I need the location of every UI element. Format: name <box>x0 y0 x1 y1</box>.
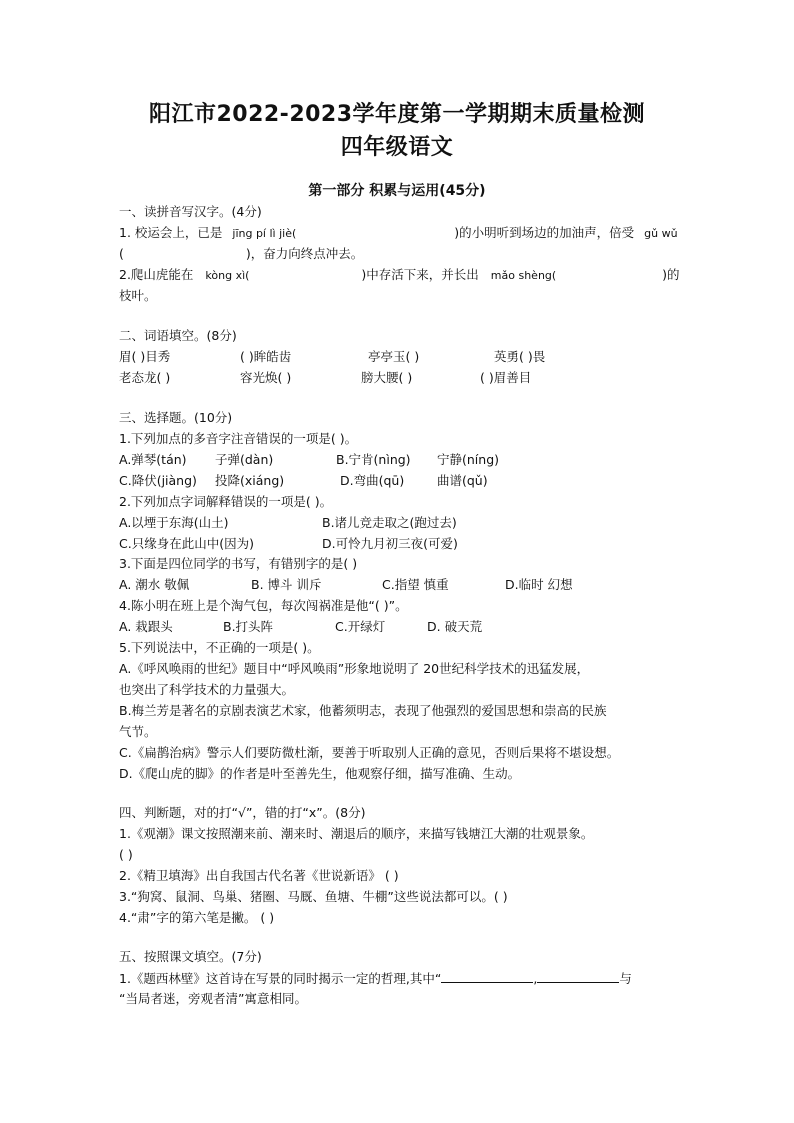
answer-blank[interactable] <box>537 970 619 983</box>
idiom-item[interactable]: ( )眸皓齿 <box>240 349 292 364</box>
question-text: 2.《精卫填海》出自我国古代名著《世说新语》 ( ) <box>119 868 399 883</box>
section-heading: 四、判断题，对的打“√”，错的打“x”。(8分) <box>119 805 366 820</box>
option-item[interactable]: A.弹琴(tán) <box>119 452 187 467</box>
option-item[interactable]: D.弯曲(qū) <box>340 473 405 488</box>
question-text: 1. 校运会上，已是 <box>119 225 223 240</box>
question-text: )，奋力向终点冲去。 <box>245 246 364 261</box>
question-text: 1.《观潮》课文按照潮来前、潮来时、潮退后的顺序，来描写钱塘江大潮的壮观景象。 <box>119 826 594 841</box>
part-heading: 第一部分 积累与运用(45分) <box>308 183 486 199</box>
section-heading: 三、选择题。(10分) <box>119 410 233 425</box>
section-heading: 二、词语填空。(8分) <box>119 328 237 343</box>
option-item[interactable]: A. 栽跟头 <box>119 619 173 634</box>
option-item-cont: 气节。 <box>119 724 157 739</box>
idiom-item[interactable]: 膀大腰( ) <box>361 370 413 385</box>
option-item[interactable]: 宁静(níng) <box>437 452 500 467</box>
question-text: 1.下列加点的多音字注音错误的一项是( )。 <box>119 431 358 446</box>
option-item-cont: 也突出了科学技术的力量强大。 <box>119 682 295 697</box>
question-line <box>119 267 680 284</box>
option-item[interactable]: D. 破天荒 <box>427 619 483 634</box>
exam-subtitle: 四年级语文 <box>340 135 454 160</box>
question-line <box>119 246 363 262</box>
pinyin-text: gǔ wǔ <box>644 227 678 240</box>
question-text: 2.爬山虎能在 <box>119 267 194 282</box>
option-item[interactable]: D.临时 幻想 <box>505 577 573 592</box>
option-item[interactable]: B.打头阵 <box>223 619 274 634</box>
section-heading: 一、读拼音写汉字。(4分) <box>119 204 262 219</box>
idiom-item[interactable]: 眉( )目秀 <box>119 349 171 364</box>
option-item[interactable]: D.《爬山虎的脚》的作者是叶至善先生，他观察仔细，描写准确、生动。 <box>119 766 521 781</box>
option-item[interactable]: C.开绿灯 <box>335 619 386 634</box>
question-line: 枝叶。 <box>119 288 157 303</box>
option-item[interactable]: B.宁肯(nìng) <box>336 452 411 467</box>
question-text: , <box>533 971 538 986</box>
option-item[interactable]: A.以堙于东海(山土) <box>119 515 229 530</box>
option-item[interactable]: 子弹(dàn) <box>215 452 274 467</box>
answer-bracket[interactable]: ( ) <box>119 847 133 862</box>
idiom-item[interactable]: 英勇( )畏 <box>494 349 546 364</box>
option-item[interactable]: C.指望 慎重 <box>382 577 449 592</box>
exam-title: 阳江市2022-2023学年度第一学期期末质量检测 <box>148 102 646 127</box>
option-item[interactable]: C.降伏(jiàng) <box>119 473 197 488</box>
pinyin-text: kòng xì( <box>205 269 250 282</box>
option-item[interactable]: A. 潮水 敬佩 <box>119 577 190 592</box>
option-item[interactable]: B. 博斗 训斥 <box>251 577 322 592</box>
idiom-item[interactable]: ( )眉善目 <box>480 370 532 385</box>
question-text: 4.陈小明在班上是个淘气包，每次闯祸准是他“( )”。 <box>119 598 408 613</box>
section-heading: 五、按照课文填空。(7分) <box>119 949 262 964</box>
question-text: 2.下列加点字词解释错误的一项是( )。 <box>119 494 333 509</box>
option-item[interactable]: B.梅兰芳是著名的京剧表演艺术家，他蓄须明志，表现了他强烈的爱国思想和崇高的民族 <box>119 703 607 718</box>
option-item[interactable]: 曲谱(qǔ) <box>437 473 488 488</box>
question-text: )的小明听到场边的加油声，倍受 <box>454 225 635 240</box>
question-text: 3.“狗窝、鼠洞、鸟巢、猪圈、马厩、鱼塘、牛棚”这些说法都可以。( ) <box>119 889 508 904</box>
idiom-item[interactable]: 亭亭玉( ) <box>368 349 420 364</box>
question-text: )的 <box>662 267 680 282</box>
pinyin-text: mǎo shèng( <box>490 269 557 282</box>
idiom-item[interactable]: 老态龙( ) <box>119 370 171 385</box>
question-text: ( <box>119 246 124 261</box>
answer-blank[interactable] <box>441 970 533 983</box>
question-text: 1.《题西林壁》这首诗在写景的同时揭示一定的哲理,其中“ <box>119 971 442 986</box>
question-text: )中存活下来，并长出 <box>361 267 479 282</box>
option-item[interactable]: C.《扁鹊治病》警示人们要防微杜渐，要善于听取别人正确的意见，否则后果将不堪设想。 <box>119 745 620 760</box>
question-text: 5.下列说法中，不正确的一项是( )。 <box>119 640 320 655</box>
question-line <box>119 970 632 987</box>
option-item[interactable]: 投降(xiáng) <box>215 473 285 488</box>
question-text: 与 <box>619 971 632 986</box>
option-item[interactable]: A.《呼风唤雨的世纪》题目中“呼风唤雨”形象地说明了 20世纪科学技术的迅猛发展， <box>119 661 590 676</box>
option-item[interactable]: C.只缘身在此山中(因为) <box>119 536 254 551</box>
idiom-item[interactable]: 容光焕( ) <box>240 370 292 385</box>
question-text: “当局者迷，旁观者清”寓意相同。 <box>119 991 307 1006</box>
question-line <box>119 225 678 242</box>
option-item[interactable]: D.可怜九月初三夜(可爱) <box>322 536 458 551</box>
question-text: 4.“肃”字的第六笔是撇。 ( ) <box>119 910 275 925</box>
option-item[interactable]: B.诸儿竞走取之(跑过去) <box>322 515 457 530</box>
pinyin-text: jīng pí lì jiè( <box>232 227 297 240</box>
question-text: 3.下面是四位同学的书写，有错别字的是( ) <box>119 556 358 571</box>
